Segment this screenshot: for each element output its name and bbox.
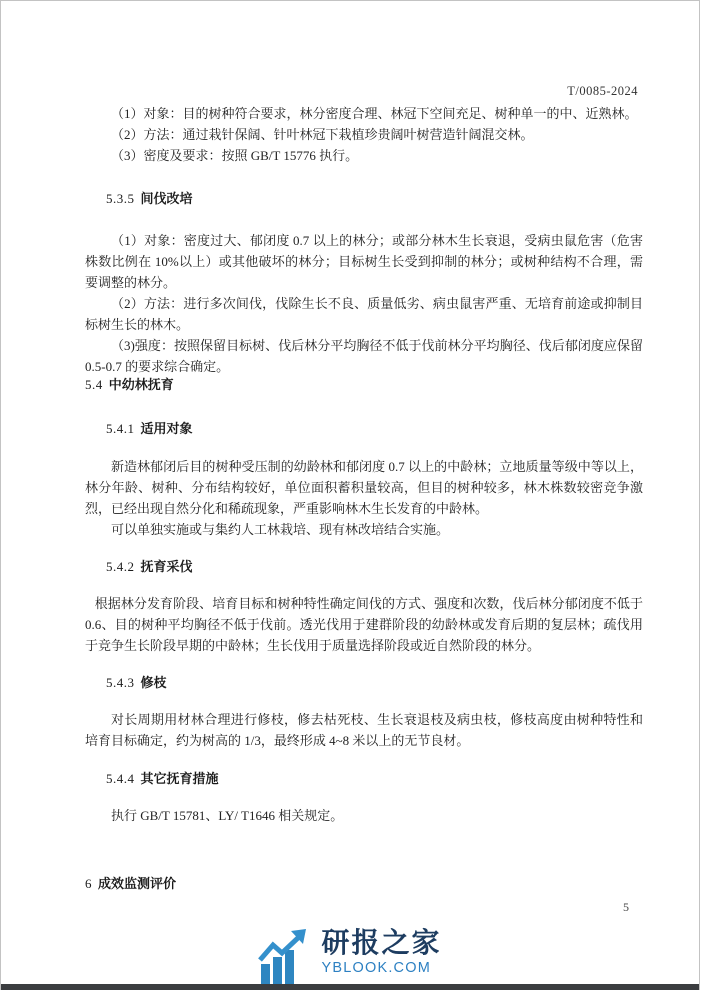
paragraph: （2）方法：进行多次间伐，伐除生长不良、质量低劣、病虫鼠害严重、无培育前途或抑制目标树生长的林木。 xyxy=(85,296,643,332)
heading-title: 修枝 xyxy=(140,675,167,690)
watermark-domain: YBLOOK.COM xyxy=(321,960,431,976)
section-heading-5-3-5 xyxy=(85,188,643,209)
paragraph: 对长周期用材林合理进行修枝，修去枯死枝、生长衰退枝及病虫枝，修枝高度由树种特性和培育目标确定，约为树高的 1/3，最终形成 4~8 米以上的无节良材。 xyxy=(85,712,643,748)
list-item: （2）方法：通过栽针保阔、针叶林冠下栽植珍贵阔叶树营造针阔混交林。 xyxy=(111,127,534,142)
paragraph: 根据林分发育阶段、培育目标和树种特性确定间伐的方式、强度和次数，伐后林分郁闭度不低于 0.6、目的树种平均胸径不低于伐前。透光伐用于建群阶段的幼龄林或发育后期的复层林；疏伐用于竞争生长阶段早期的中龄林；生长伐用于质量选择阶段或近自然阶段的林分。 xyxy=(85,596,643,653)
paragraph: （3)强度：按照保留目标树、伐后林分平均胸径不低于伐前林分平均胸径、伐后郁闭度应保留 0.5-0.7 的要求综合确定。 xyxy=(85,338,643,374)
section-heading-5-4-3 xyxy=(85,672,643,693)
paragraph: （1）对象：密度过大、郁闭度 0.7 以上的林分；或部分林木生长衰退，受病虫鼠危害（危害株数比例在 10%以上）或其他破坏的林分；目标树生长受到抑制的林分；或树种结构不合理，需要调整的林分。 xyxy=(85,233,643,290)
heading-number: 5.4.3 xyxy=(106,675,135,690)
heading-number: 5.4.2 xyxy=(106,559,135,574)
bar-chart-arrow-icon xyxy=(258,928,314,984)
paragraph: 执行 GB/T 15781、LY/ T1646 相关规定。 xyxy=(111,808,344,823)
heading-title: 成效监测评价 xyxy=(98,876,177,891)
section-heading-6 xyxy=(85,873,643,894)
watermark-logo xyxy=(1,928,699,984)
heading-title: 间伐改培 xyxy=(140,191,193,206)
heading-title: 中幼林抚育 xyxy=(108,377,174,392)
heading-title: 抚育采伐 xyxy=(140,559,193,574)
watermark-title: 研报之家 xyxy=(321,927,442,958)
paragraph: 可以单独实施或与集约人工林栽培、现有林改培结合实施。 xyxy=(111,522,450,537)
page-number: 5 xyxy=(623,900,629,914)
list-item: （3）密度及要求：按照 GB/T 15776 执行。 xyxy=(111,148,359,163)
section-heading-5-4-2 xyxy=(85,556,643,577)
section-heading-5-4 xyxy=(85,374,643,395)
standard-code: T/0085-2024 xyxy=(567,84,638,98)
intro-list xyxy=(85,103,643,166)
section-heading-5-4-1 xyxy=(85,418,643,439)
heading-title: 适用对象 xyxy=(140,421,193,436)
list-item: （1）对象：目的树种符合要求，林分密度合理、林冠下空间充足、树种单一的中、近熟林。 xyxy=(111,106,638,121)
section-heading-5-4-4 xyxy=(85,768,643,789)
heading-number: 5.3.5 xyxy=(106,191,135,206)
heading-title: 其它抚育措施 xyxy=(140,771,219,786)
heading-number: 5.4.1 xyxy=(106,421,135,436)
page-bottom-edge xyxy=(1,984,699,990)
heading-number: 5.4.4 xyxy=(106,771,135,786)
paragraph: 新造林郁闭后目的树种受压制的幼龄林和郁闭度 0.7 以上的中龄林；立地质量等级中等以上，林分年龄、树种、分布结构较好，单位面积蓄积量较高，但目的树种较多，林木株数较密竞争激烈，已经出现自然分化和稀疏现象，严重影响林木生长发育的中龄林。 xyxy=(85,459,643,516)
heading-number: 6 xyxy=(85,876,92,891)
heading-number: 5.4 xyxy=(85,377,103,392)
